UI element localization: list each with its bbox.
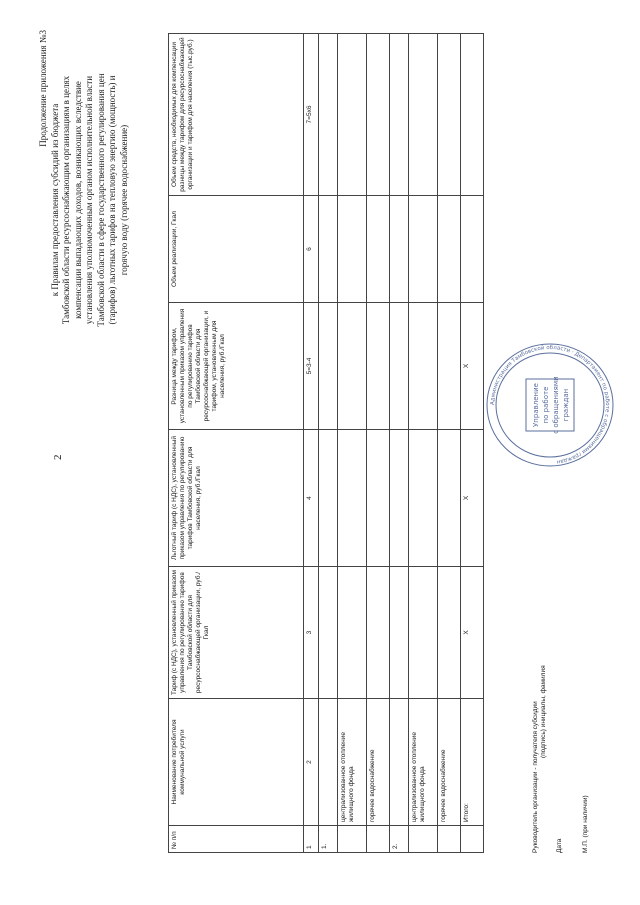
stamp-line: по работе <box>542 386 550 424</box>
total-label: Итого: <box>461 699 484 826</box>
table-cell <box>438 303 461 430</box>
table-cell <box>390 303 409 430</box>
table-cell: 1. <box>319 826 338 853</box>
table-cell <box>390 567 409 699</box>
heading-line-4: компенсации выпадающих доходов, возникающих вследствие <box>72 81 83 319</box>
table-cell <box>409 826 438 853</box>
column-number: 4 <box>304 430 319 567</box>
column-number: 5=3-4 <box>304 303 319 430</box>
table-cell <box>338 567 367 699</box>
stamp-ring-text: Администрация Тамбовской области · Департамент по работе с обращениями граждан <box>489 345 611 465</box>
table-cell <box>367 303 390 430</box>
heading-line-3: Тамбовской области ресурсоснабжающим организациям в целях <box>61 75 71 325</box>
table-cell <box>438 826 461 853</box>
signature-title: Руководитель организации - получателя субсидии <box>532 701 539 853</box>
total-row <box>461 34 484 853</box>
table-cell <box>390 34 409 196</box>
date-label: Дата <box>556 838 563 853</box>
table-row <box>438 34 461 853</box>
table-cell <box>390 430 409 567</box>
table-cell <box>338 303 367 430</box>
table-cell <box>461 34 484 196</box>
table-cell <box>319 430 338 567</box>
stamp-outer-ring <box>487 344 613 466</box>
table-cell <box>461 196 484 303</box>
table-cell: горячее водоснабжение <box>438 699 461 826</box>
table-cell: горячее водоснабжение <box>367 699 390 826</box>
stamp-line: граждан <box>562 388 570 422</box>
table-cell <box>409 303 438 430</box>
stamp-line: с обращениями <box>552 376 560 434</box>
page-number: 2 <box>52 454 64 460</box>
table-cell <box>409 196 438 303</box>
header-tariff-rso: Тариф (с НДС), установленный приказом управления по регулированию тарифов Тамбовской области для ресурсоснабжающей организации, руб./Гкал <box>169 567 304 699</box>
header-tariff-difference: Разница между тарифом, установленным приказом управления по регулированию тарифов Тамбовской области для ресурсоснабжающей организации, и тарифом, установленным для населения, руб./Гкал <box>169 303 304 430</box>
table-cell: 2. <box>390 826 409 853</box>
signature-caption: (подпись) инициалы, фамилия <box>540 665 547 758</box>
stamp-line: Управление <box>532 383 540 427</box>
column-number: 1 <box>304 826 319 853</box>
table-cell <box>409 430 438 567</box>
header-number: № п/п <box>169 826 304 853</box>
table-cell: централизованное отопление жилищного фонда <box>338 699 367 826</box>
table-cell <box>409 567 438 699</box>
table-cell <box>409 34 438 196</box>
heading-line-1: Продолжение приложения №3 <box>38 30 48 147</box>
table-cell: централизованное отопление жилищного фонда <box>409 699 438 826</box>
table-cell <box>367 567 390 699</box>
table-cell <box>319 34 338 196</box>
column-number: 3 <box>304 567 319 699</box>
header-consumer: Наименование потребителя коммунальной услуги <box>169 699 304 826</box>
table-cell <box>367 196 390 303</box>
signature-block <box>532 665 590 853</box>
table-cell <box>338 196 367 303</box>
table-cell <box>338 34 367 196</box>
column-number: 2 <box>304 699 319 826</box>
heading-line-8: горячую воду (горячее водоснабжение) <box>118 124 129 276</box>
appendix-heading <box>38 30 130 370</box>
subsidy-calculation-table <box>168 33 484 853</box>
header-compensation: Объем средств, необходимых для компенсации разницы между тарифом для ресурсоснабжающей организации и тарифом для населения (тыс.руб.) <box>169 34 304 196</box>
seal-place-label: М.П. (при наличии) <box>582 795 589 853</box>
table-row <box>409 34 438 853</box>
table-cell <box>338 430 367 567</box>
table-cell <box>319 567 338 699</box>
stamp-middle-ring <box>496 353 604 457</box>
table-row <box>390 34 409 853</box>
table-row <box>338 34 367 853</box>
table-cell <box>319 303 338 430</box>
column-number: 7=5х6 <box>304 34 319 196</box>
table-cell <box>319 196 338 303</box>
table-cell <box>390 699 409 826</box>
table-cell <box>367 430 390 567</box>
table-header-row <box>169 34 304 853</box>
header-volume: Объем реализации, Гкал <box>169 196 304 303</box>
heading-line-7: (тарифов) льготных тарифов на тепловую энергию (мощность) и <box>107 75 117 325</box>
table-cell <box>438 196 461 303</box>
table-cell <box>319 699 338 826</box>
table-cell <box>367 34 390 196</box>
heading-line-6: Тамбовской области в сфере государственного регулирования цен <box>95 73 106 327</box>
table-row <box>319 34 338 853</box>
table-cell <box>390 196 409 303</box>
table-cell <box>438 430 461 567</box>
table-cell <box>438 34 461 196</box>
official-stamp <box>484 341 616 469</box>
table-cell <box>338 826 367 853</box>
table-cell <box>461 826 484 853</box>
table-cell <box>367 826 390 853</box>
table-row <box>367 34 390 853</box>
heading-line-2: к Правилам предоставления субсидий из бюджета <box>49 103 60 297</box>
table-cell <box>438 567 461 699</box>
table-cell: Х <box>461 303 484 430</box>
table-cell: Х <box>461 567 484 699</box>
column-number: 6 <box>304 196 319 303</box>
heading-line-5: установления уполномоченным органом исполнительной власти <box>84 75 94 325</box>
header-tariff-population: Льготный тариф (с НДС), установленный приказом управления по регулированию тарифов Тамбовской области для населения, руб./Гкал <box>169 430 304 567</box>
table-cell: Х <box>461 430 484 567</box>
column-number-row <box>304 34 319 853</box>
